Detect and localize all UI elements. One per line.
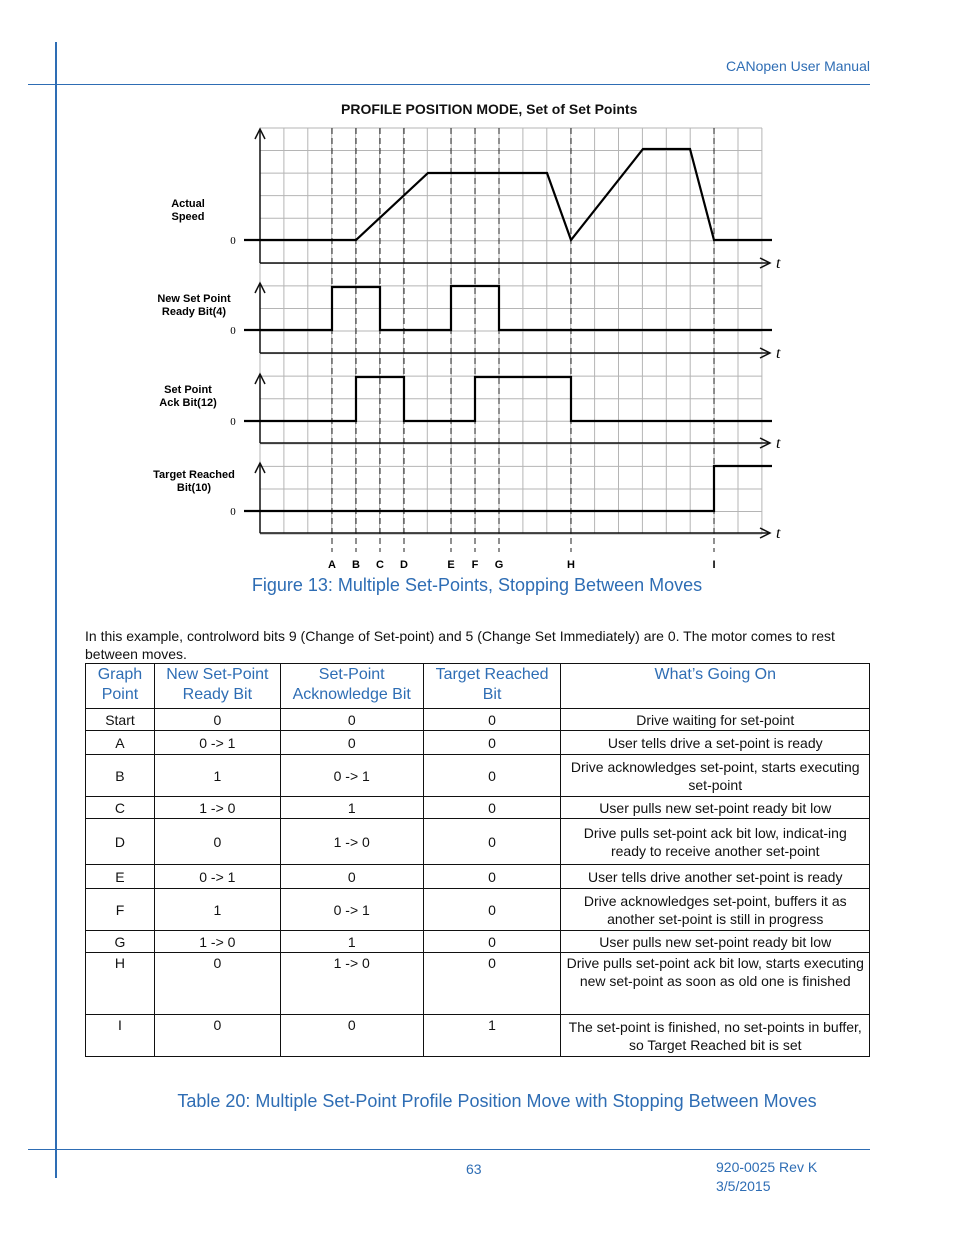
- cell-description: Drive pulls set-point ack bit low, starts executing new set-point as soon as old one is finished: [561, 953, 870, 1015]
- cell-graph-point: G: [86, 931, 155, 953]
- cell-description: Drive waiting for set-point: [561, 709, 870, 731]
- cell-graph-point: H: [86, 953, 155, 1015]
- set-point-table: [85, 663, 870, 1057]
- table-row: [86, 865, 870, 889]
- event-point-label: C: [376, 559, 384, 571]
- header-graph-point: Graph Point: [86, 664, 155, 709]
- cell-graph-point: E: [86, 865, 155, 889]
- table-row: [86, 953, 870, 1015]
- zero-level-label: 0: [230, 325, 236, 337]
- table-header-row: [86, 664, 870, 709]
- signal-labels: [153, 198, 781, 571]
- event-point-label: F: [471, 559, 479, 571]
- doc-date: 3/5/2015: [716, 1178, 771, 1194]
- cell-ready-bit: 0: [154, 709, 280, 731]
- manual-title: CANopen User Manual: [726, 58, 870, 74]
- cell-target-reached: 1: [423, 1015, 561, 1057]
- cell-description: Drive pulls set-point ack bit low, indicat-ing ready to receive another set-point: [561, 819, 870, 865]
- zero-level-label: 0: [230, 506, 236, 518]
- figure-title: PROFILE POSITION MODE, Set of Set Points: [341, 101, 638, 117]
- cell-target-reached: 0: [423, 731, 561, 755]
- table-row: [86, 1015, 870, 1057]
- cell-ready-bit: 1 -> 0: [154, 797, 280, 819]
- table-caption: [0, 1091, 954, 1112]
- table-caption-text: Table 20: Multiple Set-Point Profile Position Move with Stopping Between Moves: [177, 1091, 817, 1111]
- cell-description: Drive acknowledges set-point, starts executing set-point: [561, 755, 870, 797]
- cell-ack-bit: 1: [280, 931, 423, 953]
- table-row: [86, 889, 870, 931]
- cell-ack-bit: 0: [280, 709, 423, 731]
- cell-ready-bit: 1: [154, 889, 280, 931]
- table-row: [86, 755, 870, 797]
- cell-ready-bit: 1 -> 0: [154, 931, 280, 953]
- cell-description: User pulls new set-point ready bit low: [561, 797, 870, 819]
- event-point-label: E: [447, 559, 455, 571]
- signal-label-line1: Actual: [171, 198, 205, 210]
- signal-label-line2: Ready Bit(4): [161, 306, 227, 318]
- cell-target-reached: 0: [423, 953, 561, 1015]
- cell-ack-bit: 1 -> 0: [280, 953, 423, 1015]
- cell-description: User tells drive another set-point is ready: [561, 865, 870, 889]
- cell-graph-point: A: [86, 731, 155, 755]
- cell-ready-bit: 1: [154, 755, 280, 797]
- table-row: [86, 731, 870, 755]
- cell-target-reached: 0: [423, 797, 561, 819]
- cell-target-reached: 0: [423, 755, 561, 797]
- cell-graph-point: F: [86, 889, 155, 931]
- signal-label-line1: Set Point: [164, 384, 212, 396]
- table-row: [86, 797, 870, 819]
- table-row: [86, 931, 870, 953]
- cell-ack-bit: 1 -> 0: [280, 819, 423, 865]
- cell-ready-bit: 0: [154, 1015, 280, 1057]
- header-target-reached: Target Reached Bit: [423, 664, 561, 709]
- time-axis-label: t: [776, 255, 781, 272]
- cell-target-reached: 0: [423, 889, 561, 931]
- event-point-label: H: [567, 559, 575, 571]
- document-id: [716, 1158, 817, 1196]
- page-number: 63: [466, 1161, 482, 1177]
- time-axis-label: t: [776, 525, 781, 542]
- time-axis-label: t: [776, 345, 781, 362]
- cell-description: User tells drive a set-point is ready: [561, 731, 870, 755]
- cell-target-reached: 0: [423, 931, 561, 953]
- header-ack-bit: Set-Point Acknowledge Bit: [280, 664, 423, 709]
- cell-ready-bit: 0 -> 1: [154, 865, 280, 889]
- cell-graph-point: Start: [86, 709, 155, 731]
- event-point-label: A: [328, 559, 336, 571]
- event-point-label: D: [400, 559, 408, 571]
- cell-ready-bit: 0: [154, 819, 280, 865]
- figure-caption-text: Figure 13: Multiple Set-Points, Stopping Between Moves: [251, 575, 703, 595]
- cell-ready-bit: 0: [154, 953, 280, 1015]
- cell-ack-bit: 1: [280, 797, 423, 819]
- cell-graph-point: B: [86, 755, 155, 797]
- signal-label-line2: Speed: [171, 211, 205, 223]
- signal-traces: [244, 149, 772, 511]
- cell-description: User pulls new set-point ready bit low: [561, 931, 870, 953]
- event-point-label: G: [494, 559, 504, 571]
- header-ready-bit: New Set-Point Ready Bit: [154, 664, 280, 709]
- cell-graph-point: C: [86, 797, 155, 819]
- actual-speed-trace: [244, 149, 772, 240]
- cell-ack-bit: 0 -> 1: [280, 889, 423, 931]
- zero-level-label: 0: [230, 416, 236, 428]
- signal-label-line2: Bit(10): [176, 482, 212, 494]
- intro-paragraph: In this example, controlword bits 9 (Change of Set-point) and 5 (Change Set Immediately) are 0. The motor comes to rest between moves.: [85, 628, 835, 662]
- cell-target-reached: 0: [423, 865, 561, 889]
- table-row: [86, 819, 870, 865]
- event-point-label: B: [352, 559, 360, 571]
- header-whats-going-on: What’s Going On: [561, 664, 870, 709]
- cell-target-reached: 0: [423, 819, 561, 865]
- signal-label-line1: Target Reached: [153, 469, 235, 481]
- zero-level-label: 0: [230, 235, 236, 247]
- cell-ready-bit: 0 -> 1: [154, 731, 280, 755]
- cell-description: The set-point is finished, no set-points in buffer, so Target Reached bit is set: [561, 1015, 870, 1057]
- cell-ack-bit: 0: [280, 865, 423, 889]
- doc-number: 920-0025 Rev K: [716, 1159, 818, 1175]
- signal-label-line1: New Set Point: [157, 293, 231, 305]
- figure-caption: [0, 575, 954, 596]
- table-row: [86, 709, 870, 731]
- signal-label-line2: Ack Bit(12): [159, 397, 217, 409]
- cell-graph-point: D: [86, 819, 155, 865]
- event-point-label: I: [712, 559, 716, 571]
- cell-ack-bit: 0: [280, 731, 423, 755]
- cell-ack-bit: 0 -> 1: [280, 755, 423, 797]
- cell-target-reached: 0: [423, 709, 561, 731]
- cell-graph-point: I: [86, 1015, 155, 1057]
- cell-description: Drive acknowledges set-point, buffers it as another set-point is still in progress: [561, 889, 870, 931]
- footer-rule: [28, 1149, 870, 1150]
- cell-ack-bit: 0: [280, 1015, 423, 1057]
- timing-diagram: [0, 0, 954, 580]
- time-axis-label: t: [776, 435, 781, 452]
